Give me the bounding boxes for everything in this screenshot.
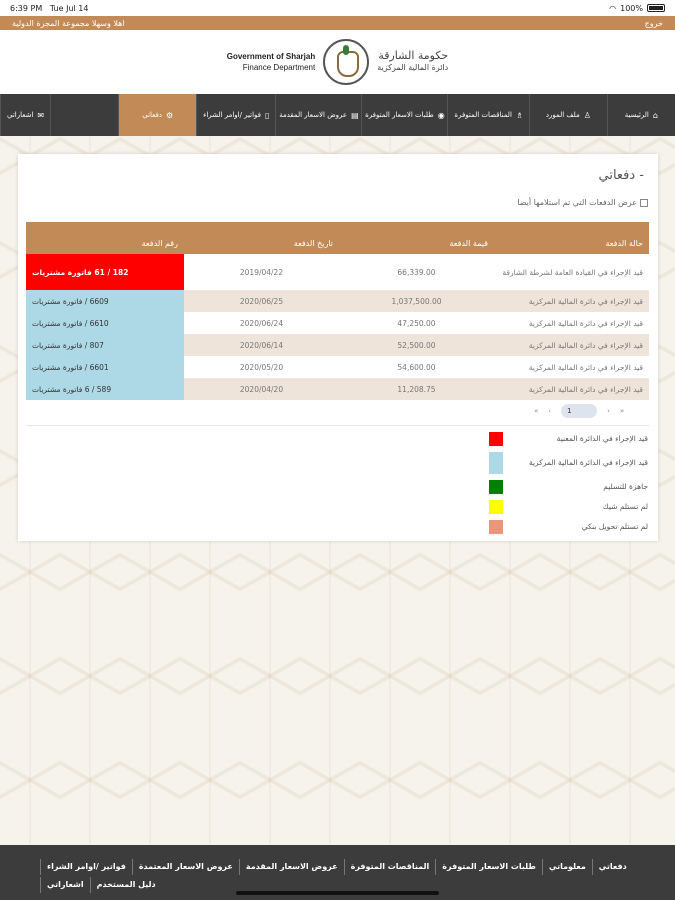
- divider: [26, 425, 649, 426]
- cell-invoice: 182 / 61 فاتورة مشتريات: [26, 254, 184, 290]
- footer-link[interactable]: طلبات الاسعار المتوفرة: [435, 859, 542, 875]
- nav-label: دفعاتي: [142, 111, 163, 119]
- cell-status: قيد الإجراء في دائرة المالية المركزية: [494, 290, 649, 312]
- cell-date: 2020/04/20: [184, 378, 339, 400]
- cell-date: 2020/05/20: [239, 362, 284, 372]
- site-header: [0, 30, 675, 94]
- legend-swatch: [489, 520, 503, 534]
- table-row[interactable]: [26, 334, 649, 356]
- legend-label: لم تستلم شيك: [602, 502, 648, 511]
- status-bar: [0, 0, 675, 16]
- cell-status: قيد الإجراء في دائرة المالية المركزية: [528, 318, 643, 328]
- legend-label: قيد الإجراء في الدائرة المعنية: [556, 434, 648, 443]
- footer-link[interactable]: دليل المستخدم: [90, 877, 162, 893]
- legend-label: جاهزة للتسليم: [603, 482, 648, 491]
- nav-label: اشعاراتي: [6, 111, 34, 119]
- eye-icon: ◉: [437, 110, 445, 120]
- logout-link[interactable]: خروج: [644, 18, 663, 28]
- nav-item-2[interactable]: [447, 94, 529, 136]
- dept-name-en: Finance Department: [242, 63, 316, 72]
- pager-last-button[interactable]: »: [619, 407, 625, 415]
- cell-amount: 47,250.00: [397, 318, 436, 328]
- cell-status: قيد الإجراء في القيادة العامة لشرطة الشارقة: [502, 267, 643, 277]
- legend-item: [448, 480, 648, 494]
- top-strip: [0, 16, 675, 30]
- cell-date: 2020/06/25: [184, 290, 339, 312]
- footer-link[interactable]: دفعاتي: [592, 859, 633, 875]
- cell-amount: 11,208.75: [339, 378, 494, 400]
- status-right: [609, 4, 665, 13]
- cell-date: 2019/04/22: [239, 267, 284, 277]
- nav-spacer: [50, 94, 118, 136]
- cell-date: 2020/06/14: [184, 334, 339, 356]
- org-name-ar: حكومة الشارقة: [378, 49, 449, 62]
- nav-item-3[interactable]: [361, 94, 447, 136]
- table-header-row: [26, 222, 649, 254]
- table-row[interactable]: [26, 378, 649, 400]
- gear-icon: ⚙: [166, 110, 174, 120]
- header-english: [227, 51, 315, 73]
- nav-label: فواتير /اوامر الشراء: [203, 111, 262, 119]
- legend-item: [448, 432, 648, 446]
- status-time-date: [10, 4, 88, 13]
- main-nav: [0, 94, 675, 136]
- table-row[interactable]: [26, 290, 649, 312]
- nav-label: عروض الاسعار المقدمة: [279, 111, 348, 119]
- cell-invoice: 6609 / فاتورة مشتريات: [26, 290, 184, 312]
- cell-status: قيد الإجراء في دائرة المالية المركزية: [494, 378, 649, 400]
- cell-invoice: 589 / 6 فاتورة مشتريات: [26, 378, 184, 400]
- gavel-icon: ♗: [515, 110, 524, 120]
- cell-invoice: 6601 / فاتورة مشتريات: [26, 356, 184, 378]
- footer-link[interactable]: المناقصات المتوفرة: [344, 859, 436, 875]
- sharjah-emblem-logo: [323, 39, 369, 85]
- cell-invoice: 807 / فاتورة مشتريات: [26, 334, 184, 356]
- legend-label: قيد الإجراء في الدائرة المالية المركزية: [528, 458, 648, 467]
- nav-label: ملف المورد: [545, 111, 580, 119]
- footer-link[interactable]: معلوماتي: [542, 859, 592, 875]
- cell-amount: 1,037,500.00: [339, 290, 494, 312]
- legend-swatch: [489, 452, 503, 474]
- legend-swatch: [489, 480, 503, 494]
- pager-current-page[interactable]: 1: [561, 404, 597, 418]
- cell-status: قيد الإجراء في دائرة المالية المركزية: [494, 334, 649, 356]
- footer-link[interactable]: عروض الاسعار المقدمة: [239, 859, 344, 875]
- filter-checkbox[interactable]: [640, 199, 648, 207]
- nav-item-1[interactable]: [529, 94, 607, 136]
- pager-prev-button[interactable]: ‹: [548, 407, 552, 415]
- user-icon: ♙: [583, 110, 591, 120]
- dept-name-ar: دائرة المالية المركزية: [377, 63, 449, 72]
- cell-amount: 66,339.00: [397, 267, 436, 277]
- pager-next-button[interactable]: ›: [607, 407, 610, 415]
- inbox-icon: ✉: [37, 110, 45, 120]
- doc-icon: ▯: [265, 110, 270, 120]
- page-title: - دفعاتي: [598, 168, 644, 183]
- cell-amount: 54,600.00: [397, 362, 436, 372]
- payments-table: [26, 222, 649, 400]
- cell-date: 2020/06/24: [239, 318, 284, 328]
- cell-status: قيد الإجراء في دائرة المالية المركزية: [528, 362, 643, 372]
- home-icon: ⌂: [652, 110, 658, 120]
- nav-label: الرئيسية: [624, 111, 649, 119]
- filter-label: عرض الدفعات التي تم استلامها أيضا: [517, 198, 637, 207]
- home-indicator: [236, 891, 439, 895]
- footer-links: [0, 845, 675, 893]
- nav-item-8[interactable]: [0, 94, 50, 136]
- welcome-text: اهلا وسهلا مجموعة المجرة الدولية: [12, 18, 125, 28]
- org-name-en: Government of Sharjah: [226, 52, 316, 61]
- cell-invoice: 6610 / فاتورة مشتريات: [26, 312, 184, 334]
- footer-link[interactable]: فواتير /اوامر الشراء: [40, 859, 132, 875]
- status-legend: [448, 432, 648, 540]
- footer-link[interactable]: اشعاراتي: [40, 877, 90, 893]
- pagination: [26, 400, 649, 422]
- battery-percent: 100%: [620, 3, 643, 13]
- header-arabic: [377, 50, 448, 74]
- nav-item-5[interactable]: [196, 94, 275, 136]
- legend-item: [448, 500, 648, 514]
- calendar-icon: ▤: [351, 110, 359, 120]
- status-time: 6:39 PM: [10, 3, 43, 13]
- filter-received[interactable]: [517, 198, 648, 207]
- legend-swatch: [489, 432, 503, 446]
- col-header-invoice[interactable]: رقم الدفعة: [26, 222, 184, 254]
- cell-amount: 52,500.00: [339, 334, 494, 356]
- pager-first-button[interactable]: «: [534, 407, 539, 415]
- col-header-date[interactable]: تاريخ الدفعة: [184, 222, 339, 254]
- wifi-icon: ◠: [609, 3, 617, 13]
- legend-label: لم تستلم تحويل بنكي: [581, 522, 648, 531]
- legend-swatch: [489, 500, 503, 514]
- table-row[interactable]: [26, 254, 649, 290]
- nav-label: طلبات الاسعار المتوفرة: [365, 111, 434, 119]
- battery-icon: [647, 4, 665, 12]
- table-row[interactable]: [26, 356, 649, 378]
- table-row[interactable]: [26, 312, 649, 334]
- nav-item-4[interactable]: [275, 94, 361, 136]
- col-header-status[interactable]: حالة الدفعة: [494, 222, 649, 254]
- legend-item: [448, 452, 648, 474]
- nav-item-6[interactable]: [118, 94, 196, 136]
- nav-label: المناقصات المتوفرة: [454, 111, 512, 119]
- col-header-amount[interactable]: قيمة الدفعة: [339, 222, 494, 254]
- nav-item-0[interactable]: [607, 94, 675, 136]
- footer-link[interactable]: عروض الاسعار المعتمدة: [132, 859, 239, 875]
- status-date: Tue Jul 14: [49, 3, 89, 13]
- legend-item: [448, 520, 648, 534]
- payments-card: [18, 154, 658, 541]
